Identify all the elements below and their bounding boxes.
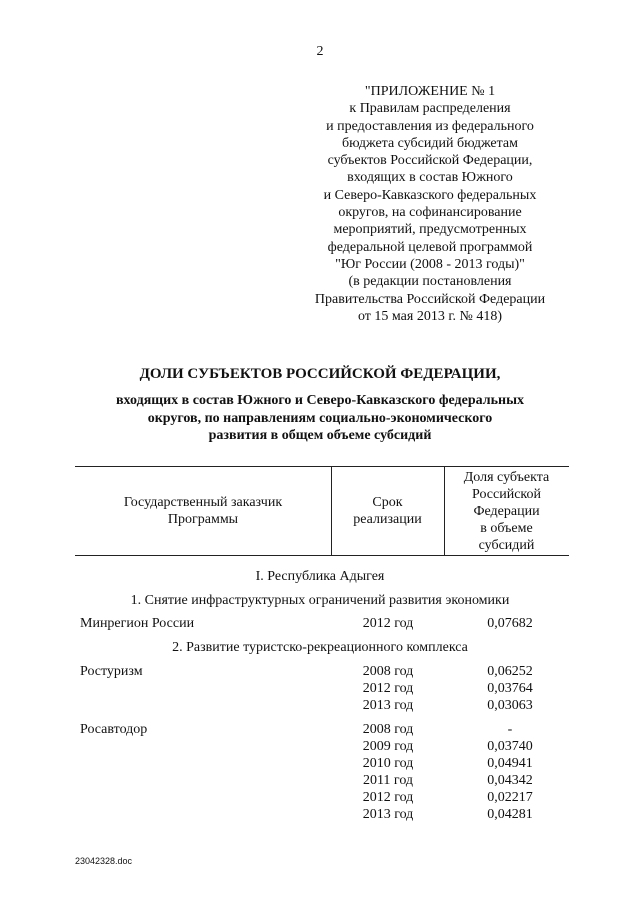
appendix-line: (в редакции постановления [348, 274, 512, 290]
share-cell: 0,06252 [487, 664, 533, 679]
header-term: Срок реализации [353, 495, 422, 527]
header-share: Доля субъекта Российской Федерации в объеме субсидий [463, 470, 550, 553]
term-cell: 2013 год [362, 698, 414, 713]
appendix-line: "Юг России (2008 - 2013 годы)" [335, 256, 525, 272]
term-cell: 2008 год [362, 664, 414, 679]
subtitle-line: развития в общем объеме субсидий [208, 428, 432, 443]
term-cell: 2010 год [362, 756, 414, 771]
header-customer: Государственный заказчик Программы [123, 495, 283, 527]
term-cell: 2012 год [362, 790, 414, 805]
document-title: ДОЛИ СУБЪЕКТОВ РОССИЙСКОЙ ФЕДЕРАЦИИ, [139, 366, 501, 382]
appendix-line: округов, на софинансирование [338, 205, 522, 221]
table-top-rule [75, 466, 569, 467]
share-cell: 0,04281 [487, 807, 533, 822]
appendix-line: входящих в состав Южного [347, 170, 513, 186]
appendix-line: Правительства Российской Федерации [314, 291, 546, 307]
appendix-block [290, 83, 570, 325]
term-cell: 2012 год [362, 616, 414, 631]
customer-cell: Росавтодор [80, 722, 148, 737]
share-cell: - [507, 722, 513, 737]
share-cell: 0,07682 [487, 616, 533, 631]
subsection-heading: 1. Снятие инфраструктурных ограничений развития экономики [130, 593, 510, 608]
term-cell: 2009 год [362, 739, 414, 754]
appendix-line: и Северо-Кавказского федеральных [323, 187, 537, 203]
appendix-line: мероприятий, предусмотренных [333, 222, 527, 238]
appendix-line: федеральной целевой программой [327, 239, 533, 255]
table-header-rule [75, 555, 569, 556]
appendix-line: бюджета субсидий бюджетам [341, 135, 519, 151]
share-cell: 0,03063 [487, 698, 533, 713]
customer-cell: Ростуризм [80, 664, 143, 679]
term-cell: 2011 год [362, 773, 414, 788]
page-number: 2 [316, 44, 324, 59]
share-cell: 0,03764 [487, 681, 533, 696]
appendix-line: и предоставления из федерального [326, 118, 534, 134]
term-cell: 2008 год [362, 722, 414, 737]
appendix-line: субъектов Российской Федерации, [327, 153, 533, 169]
subtitle-line: округов, по направлениям социально-экономического [147, 410, 493, 426]
share-cell: 0,04941 [487, 756, 533, 771]
appendix-line: "ПРИЛОЖЕНИЕ № 1 [364, 84, 496, 99]
term-cell: 2012 год [362, 681, 414, 696]
share-cell: 0,02217 [487, 790, 533, 805]
section-heading: I. Республика Адыгея [255, 569, 385, 584]
subsection-heading: 2. Развитие туристско-рекреационного комплекса [172, 640, 468, 655]
term-cell: 2013 год [362, 807, 414, 822]
customer-cell: Минрегион России [80, 616, 195, 631]
appendix-line: к Правилам распределения [349, 101, 511, 117]
document-subtitle [70, 392, 570, 445]
subtitle-line: входящих в состав Южного и Северо-Кавказского федеральных [116, 393, 524, 408]
appendix-line: от 15 мая 2013 г. № 418) [357, 308, 503, 324]
footer-filename: 23042328.doc [75, 856, 133, 866]
share-cell: 0,04342 [487, 773, 533, 788]
share-cell: 0,03740 [487, 739, 533, 754]
